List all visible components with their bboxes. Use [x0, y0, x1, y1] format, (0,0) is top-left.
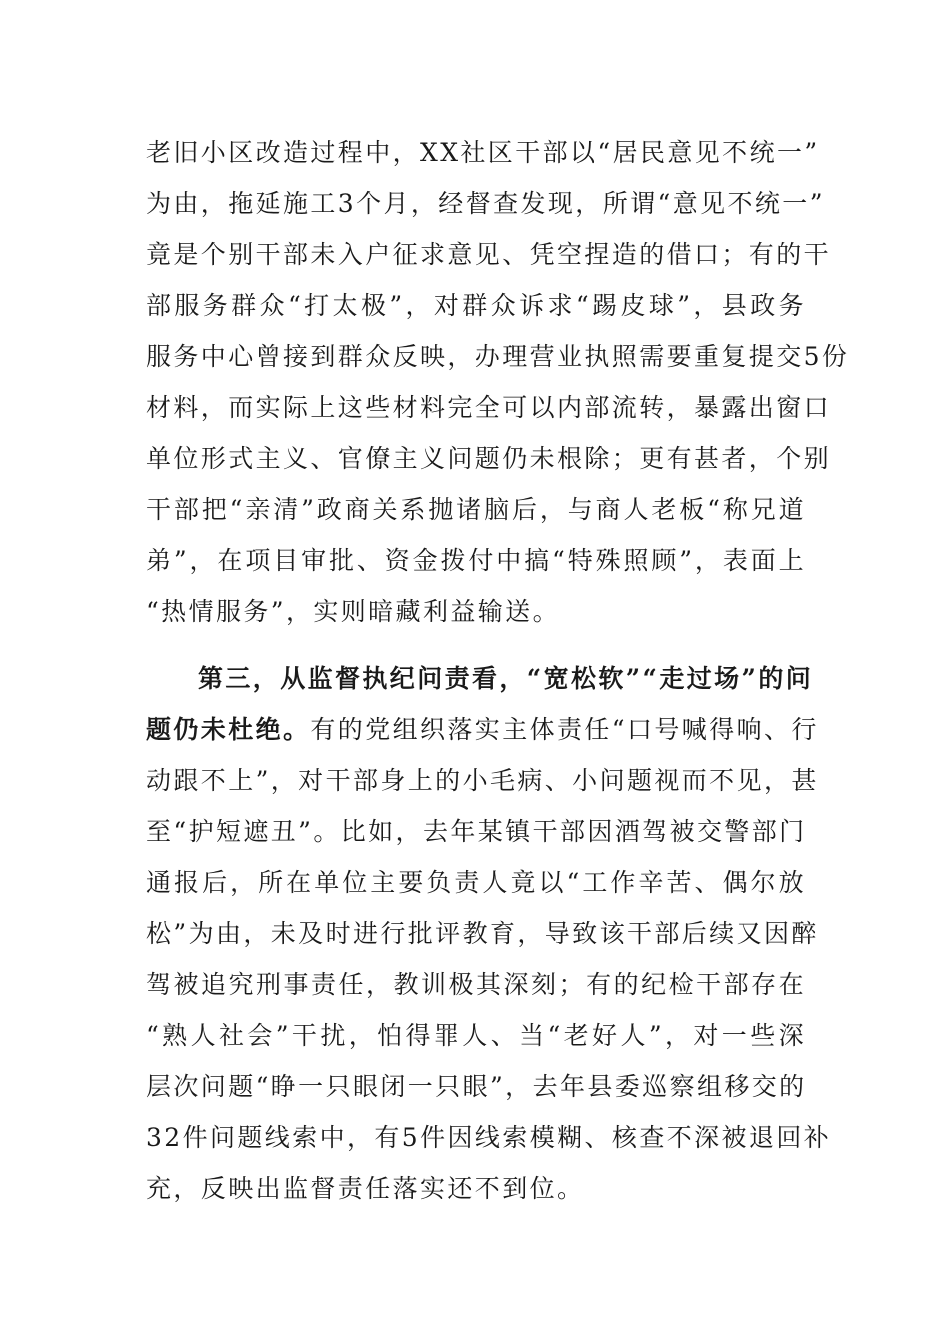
text-line: 32件问题线索中，有5件因线索模糊、核查不深被退回补 [146, 1123, 832, 1152]
text-line: “热情服务”，实则暗藏利益输送。 [146, 597, 560, 626]
text-line: 竟是个别干部未入户征求意见、凭空捏造的借口；有的干 [146, 240, 832, 269]
text-line: 部服务群众“打太极”，对群众诉求“踢皮球”，县政务 [146, 291, 806, 320]
text-line: 至“护短遮丑”。比如，去年某镇干部因酒驾被交警部门 [146, 817, 807, 846]
text-line: 老旧小区改造过程中，XX社区干部以“居民意见不统一” [146, 138, 820, 167]
text-line: 弟”，在项目审批、资金拨付中搞“特殊照顾”，表面上 [146, 546, 806, 575]
text-line: 单位形式主义、官僚主义问题仍未根除；更有甚者，个别 [146, 444, 832, 473]
text-line: 为由，拖延施工3个月，经督查发现，所谓“意见不统一” [146, 189, 825, 218]
text-line [146, 704, 819, 755]
text-line: 服务中心曾接到群众反映，办理营业执照需要重复提交5份 [146, 342, 850, 371]
text-line: 动跟不上”，对干部身上的小毛病、小问题视而不见，甚 [146, 766, 819, 795]
text-line: 松”为由，未及时进行批评教育，导致该干部后续又因醉 [146, 919, 819, 948]
text-line: 充，反映出监督责任落实还不到位。 [146, 1174, 585, 1203]
document-page [146, 127, 850, 1214]
text-line: “熟人社会”干扰，怕得罪人、当“老好人”，对一些深 [146, 1021, 806, 1050]
text-line: 材料，而实际上这些材料完全可以内部流转，暴露出窗口 [146, 393, 832, 422]
section-heading-end: 题仍未杜绝。 [146, 715, 311, 744]
text-line: 驾被追究刑事责任，教训极其深刻；有的纪检干部存在 [146, 970, 806, 999]
paragraph-1 [146, 127, 850, 637]
text-line: 层次问题“睁一只眼闭一只眼”，去年县委巡察组移交的 [146, 1072, 807, 1101]
paragraph-2 [146, 653, 832, 1214]
section-heading: 第三，从监督执纪问责看，“宽松软”“走过场”的问 [198, 664, 814, 693]
text-line: 通报后，所在单位主要负责人竟以“工作辛苦、偶尔放 [146, 868, 806, 897]
text-run: 有的党组织落实主体责任“口号喊得响、行 [310, 715, 819, 744]
text-line: 干部把“亲清”政商关系抛诸脑后，与商人老板“称兄道 [146, 495, 806, 524]
